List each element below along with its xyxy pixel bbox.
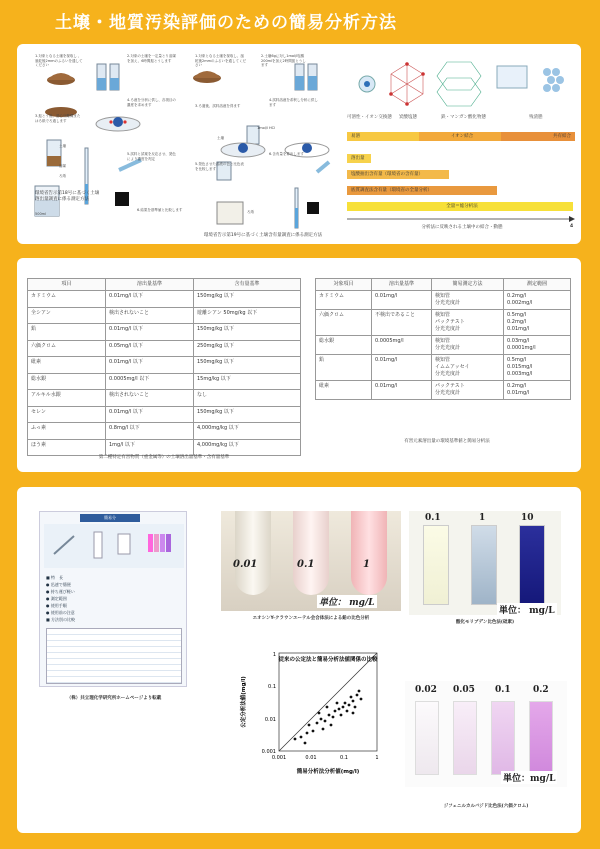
scatter-point — [324, 720, 327, 723]
leaflet-line: ■ 方法別の比較 — [46, 617, 76, 622]
photo2-label-3: 10 — [521, 513, 534, 523]
scatter-point — [342, 706, 345, 709]
methods-table-cell: 総水銀 — [316, 336, 372, 355]
standards-table-cell: 4,000mg/kg 以下 — [194, 439, 301, 456]
standards-table-row — [28, 373, 301, 390]
standards-table-row — [28, 324, 301, 341]
scatter-point — [304, 742, 307, 745]
standards-table-cell: 検出されないこと — [106, 390, 194, 407]
methods-table-cell: 0.01mg/l — [372, 291, 432, 310]
standards-table-cell: 0.05mg/l 以下 — [106, 340, 194, 357]
standards-table-cell: 150mg/kg 以下 — [194, 406, 301, 423]
methods-table-cell: 0.03mg/l 0.0001mg/l — [504, 336, 571, 355]
scatter-point — [348, 704, 351, 707]
standards-table-cell: 150mg/kg 以下 — [194, 357, 301, 374]
left-step-5: 5.試料と試薬を反応させ、発色により濃度を判定 — [127, 152, 176, 161]
cuvette-2 — [471, 525, 497, 605]
scatter-point — [306, 732, 309, 735]
mid-label-filter: ろ紙 — [247, 210, 254, 214]
standards-table-cell: 遊離シアン 50mg/kg 以下 — [194, 307, 301, 324]
standards-table-cell: 15mg/kg 以下 — [194, 373, 301, 390]
standards-table-cell: カドミウム — [28, 291, 106, 308]
scatter-point — [354, 706, 357, 709]
scatter-point — [336, 702, 339, 705]
left-step-2: 2.対象の土壌を一定量とり溶媒を加え、6時間振とうします — [127, 54, 176, 63]
cr-cuvette-2 — [453, 701, 477, 775]
methods-table-cell: 0.2mg/l 0.01mg/l — [504, 381, 571, 400]
bar-total: 全量＝総分析法 — [347, 202, 573, 211]
standards-table-row — [28, 357, 301, 374]
standards-table-cell: 全シアン — [28, 307, 106, 324]
scatter-xtick-1: 0.001 — [271, 755, 287, 761]
tube-3 — [351, 511, 387, 595]
methods-table-cell: 検知管 分光光度計 — [432, 336, 504, 355]
left-step-4: 4.ろ液を分析に供し、各項目の濃度を求めます — [127, 98, 176, 107]
scatter-point — [320, 718, 323, 721]
methods-table-cell: カドミウム — [316, 291, 372, 310]
photo1-label-3: 1 — [363, 559, 370, 570]
scatter-point — [326, 706, 329, 709]
scatter-point — [312, 730, 315, 733]
standards-table-cell: 0.01mg/l 以下 — [106, 291, 194, 308]
methods-table-cell: 不検出であること — [372, 310, 432, 336]
cuvette-1 — [423, 525, 449, 605]
standards-table-row — [28, 406, 301, 423]
methods-table-row — [316, 310, 571, 336]
content-procedure-illustration — [177, 52, 347, 232]
scatter-point — [328, 714, 331, 717]
standards-table-cell: セレン — [28, 406, 106, 423]
t2-header-range: 測定範囲 — [504, 279, 571, 291]
standards-table-row — [28, 423, 301, 440]
page-title: 土壌・地質汚染評価のための簡易分析方法 — [55, 13, 397, 33]
left-label-solvent: 溶媒 — [59, 164, 66, 168]
methods-table-row — [316, 291, 571, 310]
scatter-point — [322, 728, 325, 731]
methods-table-row — [316, 381, 571, 400]
scatter-ylabel: 公定分析法値(mg/l) — [241, 676, 247, 728]
mid-label-soil: 土壌 — [217, 136, 224, 140]
methods-table-cell: 六価クロム — [316, 310, 372, 336]
scatter-title: 従来の公定法と簡易分析法値関係の比較 — [278, 657, 378, 663]
photo3-label-1: 0.02 — [415, 685, 437, 695]
mid-caption: 環境省告示第19号に基づく土壌含有量調査に係る測定方法 — [203, 233, 323, 238]
left-step-1: 1.対象となる土壌を採取し 、風乾後2mmのふるいを通してください — [35, 54, 83, 67]
photo3-caption: ジフェニルカルバジド比色法(六価クロム) — [443, 804, 529, 809]
scatter-point — [352, 700, 355, 703]
standards-table-cell: 4,000mg/kg 以下 — [194, 423, 301, 440]
leaflet-line: ● 迅速で簡便 — [46, 582, 71, 587]
left-caption: 環境省告示第18号に基づく土壌溶出量調査に係る測定方法 — [35, 191, 100, 202]
mid-label-hcl: 1mol/l HCl — [257, 126, 276, 130]
standards-table-cell: 1mg/l 以下 — [106, 439, 194, 456]
leaflet-header: 簡易分 — [80, 514, 140, 522]
methods-table-cell: 0.5mg/l 0.015mg/l 0.003mg/l — [504, 355, 571, 381]
photo1-unit: 単位： mg/L — [317, 595, 377, 608]
binding-axis-arrow — [347, 214, 577, 224]
scatter-point — [344, 702, 347, 705]
leaflet-caption: （株）共立理化学研究所ホームページより転載 — [66, 696, 162, 701]
standards-table-row — [28, 340, 301, 357]
bar-ionic: イオン結合 — [419, 132, 501, 141]
scatter-point — [340, 714, 343, 717]
standards-table-row — [28, 390, 301, 407]
methods-table-cell: 0.01mg/l — [372, 381, 432, 400]
standards-table-cell: 0.01mg/l 以下 — [106, 357, 194, 374]
binding-axis-label: 分析法に反映される土壌中の結合・動態 — [421, 225, 503, 230]
leaflet-comparison-table — [46, 628, 182, 684]
t2-header-method: 簡易測定方法 — [432, 279, 504, 291]
t2-header-item: 対象項目 — [316, 279, 372, 291]
bar-easy-soluble: 易溶 — [347, 132, 419, 141]
standards-table-cell: アルキル水銀 — [28, 390, 106, 407]
scatter-point — [318, 712, 321, 715]
fraction-label-4: 残渣態 — [529, 115, 543, 120]
photo2-label-1: 0.1 — [425, 513, 441, 523]
photo2-unit: 単位： mg/L — [497, 603, 557, 615]
mid-step-1: 1.対象となる土壌を採取し、風乾後2mmのふるいを通してください — [195, 54, 247, 67]
left-label-filter: ろ紙 — [59, 174, 66, 178]
t1-header-elution: 溶出量基準 — [106, 279, 194, 291]
bar-covalent: 共有結合 — [501, 132, 575, 141]
arsenic-colorimetry-photo — [409, 511, 561, 615]
fraction-label-2: 炭酸塩態 — [399, 115, 417, 120]
leaflet-line: ● 持ち運び軽い — [46, 589, 75, 594]
standards-table-cell: 0.8mg/l 以下 — [106, 423, 194, 440]
methods-table-cell: 0.2mg/l 0.002mg/l — [504, 291, 571, 310]
methods-table-cell: 0.0005mg/l — [372, 336, 432, 355]
photo1-caption: エオシンY-クラウンエーテル会合体法による鉛の比色分析 — [252, 616, 370, 621]
standards-table-cell: ふっ素 — [28, 423, 106, 440]
scatter-point — [350, 696, 353, 699]
scatter-xtick-4: 1 — [375, 755, 379, 761]
photo2-caption: 酸化モリブデン比色法(砒素) — [455, 620, 515, 625]
methods-table-cell: 砒素 — [316, 381, 372, 400]
mid-step-5: 5.発色させた溶液の色と比色表を比較します — [195, 162, 244, 171]
analysis-procedure-panel — [17, 44, 581, 244]
standards-table-cell: 0.0005mg/l 以下 — [106, 373, 194, 390]
standards-table-row — [28, 307, 301, 324]
standards-table-cell: 250mg/kg 以下 — [194, 340, 301, 357]
scatter-ytick-3: 0.1 — [268, 684, 276, 690]
scatter-point — [338, 708, 341, 711]
methods-table-row — [316, 336, 571, 355]
cr-cuvette-4 — [529, 701, 553, 775]
cr-cuvette-1 — [415, 701, 439, 775]
standards-table-cell: 150mg/kg 以下 — [194, 324, 301, 341]
fraction-label-3: 鉄・マンガン酸化物態 — [441, 115, 486, 120]
left-step-6: 6.結果を基準値と比較します — [137, 208, 183, 212]
scatter-point — [330, 724, 333, 727]
scatter-point — [308, 724, 311, 727]
scatter-point — [332, 716, 335, 719]
t1-header-content: 含有量基準 — [194, 279, 301, 291]
binding-axis-end: 4 — [570, 224, 574, 229]
scatter-point — [346, 710, 349, 713]
scatter-xlabel: 簡易分析法分析値(mg/l) — [296, 769, 360, 775]
photo3-label-4: 0.2 — [533, 685, 549, 695]
standards-table-cell: 検出されないこと — [106, 307, 194, 324]
leaflet-line: ● 使用前の注意 — [46, 610, 75, 615]
methods-table-cell: 0.5mg/l 0.2mg/l 0.01mg/l — [504, 310, 571, 336]
scatter-xtick-3: 0.1 — [340, 755, 348, 761]
methods-table — [315, 278, 571, 400]
bar-hcl-content: 塩酸抽出含有量（環境省の含有量） — [347, 170, 449, 179]
standards-table-cell: 総水銀 — [28, 373, 106, 390]
tube-1 — [235, 511, 271, 595]
scatter-point — [356, 694, 359, 697]
standards-table-cell: 0.01mg/l 以下 — [106, 324, 194, 341]
methods-table-row — [316, 355, 571, 381]
scatter-xtick-2: 0.01 — [305, 755, 317, 761]
bar-sediment-content: 底質調査法含有量（環境省の全量分析） — [347, 186, 497, 195]
leaflet-line: ● 使用手順 — [46, 603, 67, 608]
tube-2 — [293, 511, 329, 595]
cr-cuvette-3 — [491, 701, 515, 775]
leaflet-illustration — [44, 524, 184, 568]
photo1-label-2: 0.1 — [297, 559, 315, 570]
scatter-point — [360, 698, 363, 701]
method-comparison-scatter — [235, 645, 385, 795]
fraction-structure-illustration — [347, 54, 577, 124]
lead-colorimetry-photo — [221, 511, 401, 611]
scatter-point — [358, 690, 361, 693]
elution-procedure-illustration — [23, 52, 173, 232]
methods-table-cell: 検知管 イムムアッセイ 分光光度計 — [432, 355, 504, 381]
scatter-point — [352, 712, 355, 715]
mid-step-4: 4.試料溶液を希釈し分析に供します — [269, 98, 318, 107]
t2-caption: 有害元素溶出量の環境基準値と簡易分析法 — [404, 439, 490, 444]
standards-table — [27, 278, 301, 456]
scatter-point — [300, 736, 303, 739]
standards-table-cell: 鉛 — [28, 324, 106, 341]
photo3-unit: 単位：mg/L — [501, 771, 557, 784]
methods-table-cell: 0.01mg/l — [372, 355, 432, 381]
methods-table-cell: 検知管 分光光度計 — [432, 291, 504, 310]
photo3-label-3: 0.1 — [495, 685, 511, 695]
standards-table-cell: 0.01mg/l 以下 — [106, 406, 194, 423]
mid-step-3: 3.ろ過後、試料溶液を得ます — [195, 104, 241, 108]
photo3-label-2: 0.05 — [453, 685, 475, 695]
left-label-volume: 500ml — [35, 212, 47, 216]
fraction-label-1: 可溶性・イオン交換態 — [347, 115, 392, 120]
bar-elution: 溶出量 — [347, 154, 371, 163]
scatter-point — [316, 722, 319, 725]
photo1-label-1: 0.01 — [233, 559, 258, 570]
t1-header-item: 項目 — [28, 279, 106, 291]
scatter-ytick-1: 0.001 — [261, 749, 276, 755]
photos-panel — [17, 487, 581, 833]
methods-table-cell: 検知管 パックテスト 分光光度計 — [432, 310, 504, 336]
scatter-ytick-2: 0.01 — [264, 717, 276, 723]
photo2-label-2: 1 — [479, 513, 486, 523]
standards-table-cell: ほう素 — [28, 439, 106, 456]
chromium-colorimetry-photo — [405, 681, 567, 787]
scatter-point — [294, 738, 297, 741]
scatter-ytick-4: 1 — [272, 652, 276, 658]
mid-step-2: 2.土壌6gに対し1mol/l塩酸200mlを加え2時間振とうします — [261, 54, 306, 67]
kit-leaflet — [39, 511, 187, 687]
methods-table-cell: 鉛 — [316, 355, 372, 381]
standards-table-cell: 砒素 — [28, 357, 106, 374]
cuvette-3 — [519, 525, 545, 605]
standards-table-cell: 150mg/kg 以下 — [194, 291, 301, 308]
left-step-3: 3.振とう後、遠心分離機またはろ紙でろ過します — [35, 114, 81, 123]
standards-table-row — [28, 291, 301, 308]
leaflet-line: ■ 特 長 — [46, 575, 64, 580]
standards-table-cell: なし — [194, 390, 301, 407]
t1-caption: 第二種特定有害物質（重金属等）の土壌溶出量基準・含有量基準 — [98, 455, 230, 460]
standards-table-cell: 六価クロム — [28, 340, 106, 357]
mid-step-6: 6.含有量を算出します — [269, 152, 304, 156]
scatter-point — [334, 710, 337, 713]
left-label-soil: 土壌 — [59, 144, 66, 148]
methods-table-cell: パックテスト 分光光度計 — [432, 381, 504, 400]
leaflet-line: ● 測定範囲 — [46, 596, 67, 601]
standards-tables-panel — [17, 258, 581, 472]
t2-header-elution: 溶出量基準 — [372, 279, 432, 291]
